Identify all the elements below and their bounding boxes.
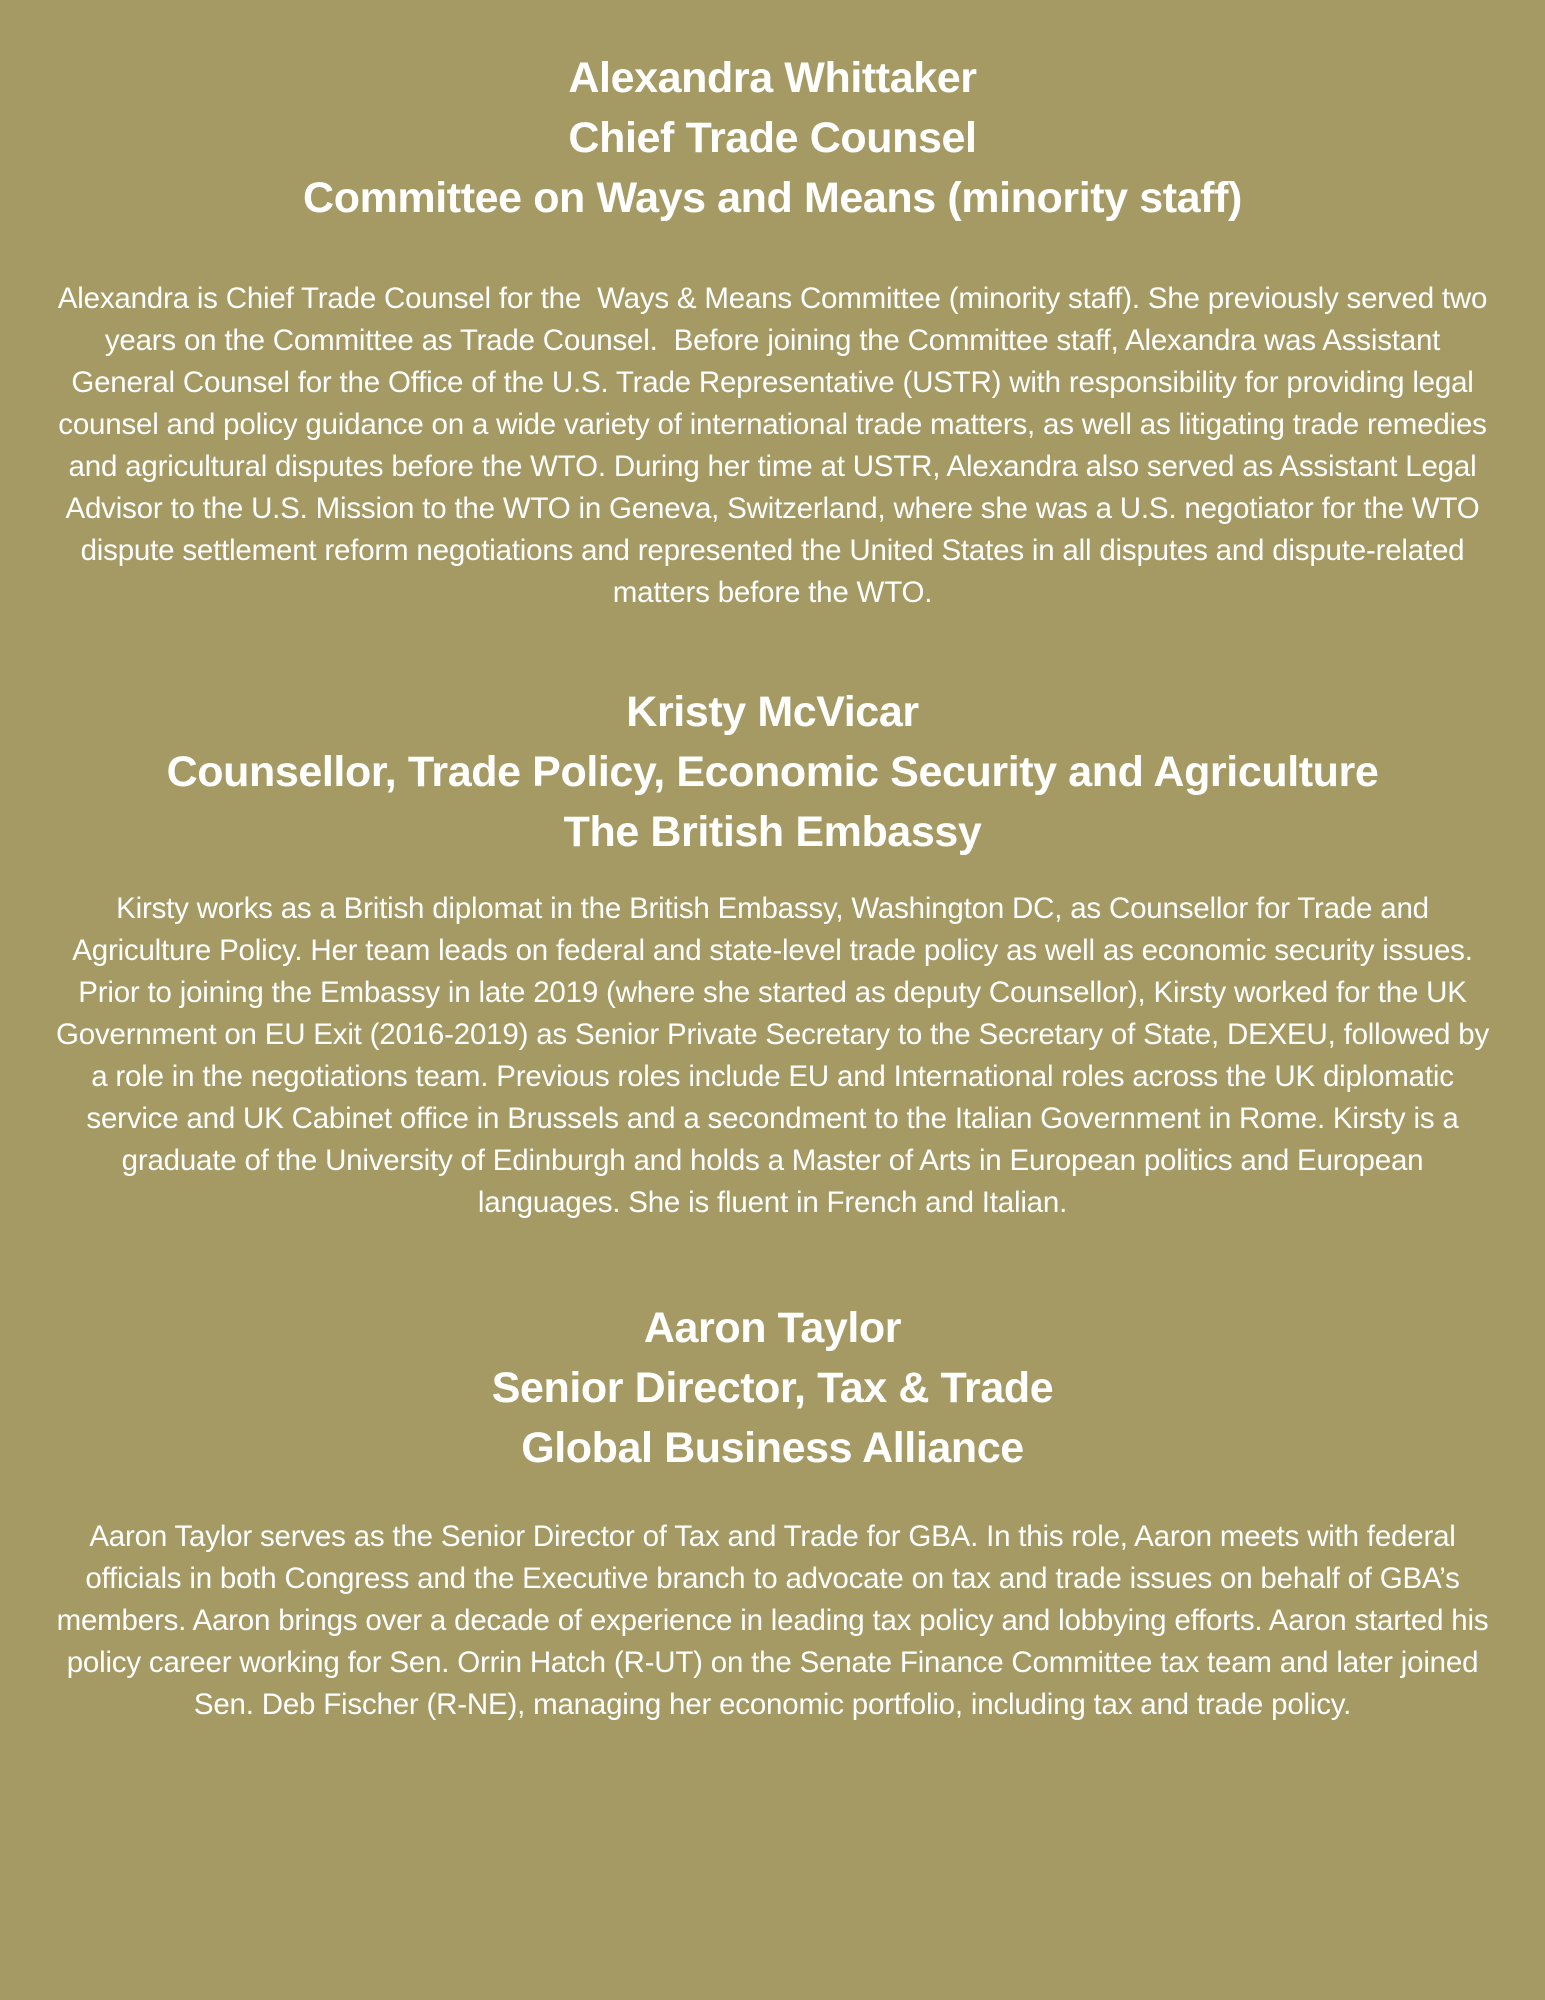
bio-heading [52, 48, 1493, 228]
speaker-title: Senior Director, Tax & Trade [491, 1364, 1054, 1412]
speaker-name: Alexandra Whittaker [568, 54, 977, 102]
speaker-name: Kristy McVicar [626, 688, 919, 736]
bio-heading [52, 682, 1493, 862]
bio-heading [52, 1298, 1493, 1478]
speaker-bio-paragraph: Aaron Taylor serves as the Senior Director of Tax and Trade for GBA. In this role, Aaron meets with federal officials in both Congress and the Executive branch to advocate on tax and trade issues on behalf of GBA’s members. Aaron brings over a decade of experience in leading tax policy and lobbying efforts. Aaron started his policy career working for Sen. Orrin Hatch (R-UT) on the Senate Finance Committee tax team and later joined Sen. Deb Fischer (R-NE), managing her economic portfolio, including tax and trade policy. [56, 1520, 1497, 1721]
bio-section-alexandra-whittaker [52, 48, 1496, 614]
speaker-organization: The British Embassy [563, 808, 982, 856]
bio-section-kristy-mcvicar [52, 682, 1497, 1224]
bio-section-aaron-taylor [52, 1298, 1497, 1726]
speaker-organization: Global Business Alliance [521, 1424, 1024, 1472]
speaker-bio-paragraph: Kirsty works as a British diplomat in the British Embassy, Washington DC, as Counsellor for Trade and Agriculture Policy. Her team leads on federal and state-level trade policy as well as economic security issues. Prior to joining the Embassy in late 2019 (where she started as deputy Counsellor), Kirsty worked for the UK Government on EU Exit (2016-2019) as Senior Private Secretary to the Secretary of State, DEXEU, followed by a role in the negotiations team. Previous roles include EU and International roles across the UK diplomatic service and UK Cabinet office in Brussels and a secondment to the Italian Government in Rome. Kirsty is a graduate of the University of Edinburgh and holds a Master of Arts in European politics and European languages. She is fluent in French and Italian. [56, 892, 1497, 1219]
speaker-title: Chief Trade Counsel [568, 114, 977, 162]
speaker-bio-paragraph: Alexandra is Chief Trade Counsel for the Ways & Means Committee (minority staff). She previously served two years on the Committee as Trade Counsel. Before joining the Committee staff, Alexandra was Assistant General Counsel for the Office of the U.S. Trade Representative (USTR) with responsibility for providing legal counsel and policy guidance on a wide variety of international trade matters, as well as litigating trade remedies and agricultural disputes before the WTO. During her time at USTR, Alexandra also served as Assistant Legal Advisor to the U.S. Mission to the WTO in Geneva, Switzerland, where she was a U.S. negotiator for the WTO dispute settlement reform negotiations and represented the United States in all disputes and dispute-related matters before the WTO. [57, 282, 1496, 609]
speaker-organization: Committee on Ways and Means (minority staff) [303, 174, 1242, 222]
speaker-title: Counsellor, Trade Policy, Economic Security and Agriculture [166, 748, 1379, 796]
speaker-name: Aaron Taylor [643, 1304, 902, 1352]
